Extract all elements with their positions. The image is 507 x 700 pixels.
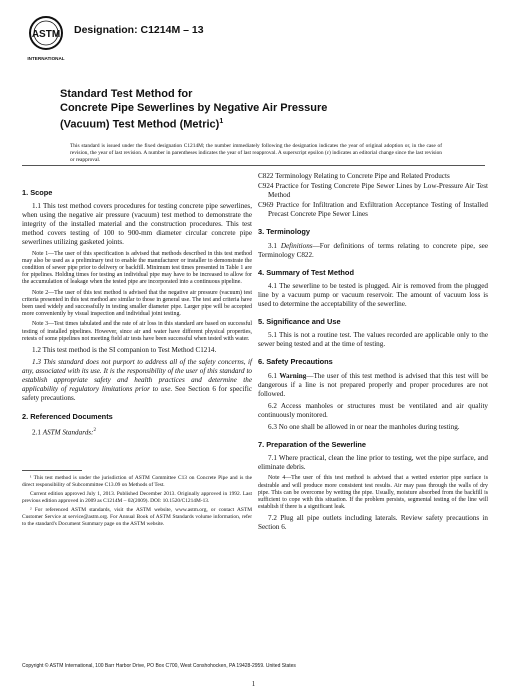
- paragraph-7-1: 7.1 Where practical, clean the line prior to testing, wet the pipe surface, and eliminate debris.: [258, 454, 488, 472]
- paragraph-1-2: 1.2 This test method is the SI companion to Test Method C1214.: [32, 346, 217, 354]
- paragraph-3-1: 3.1 Definitions—For definitions of terms relating to concrete pipe, see Terminology C822.: [258, 241, 489, 259]
- paragraph-4-1: 4.1 The sewerline to be tested is plugged. Air is removed from the plugged line by a vacuum pump or vacuum reservoir. The amount of vacuum loss is used to determine the acceptability of the sewerline.: [258, 281, 488, 309]
- note-3: Note 3—Test times tabulated and the rate of air loss in this standard are based on successful testing of installed pipelines. However, since air and water have different physical properties, retests of some pipelines not meeting field air tests have been successful when tested with water.: [22, 321, 252, 342]
- svg-text:ASTM: ASTM: [31, 29, 61, 40]
- section-heading-referenced-documents: 2. Referenced Documents: [22, 411, 113, 421]
- copyright-line: Copyright © ASTM International, 100 Barr Harbor Drive, PO Box C700, West Conshohocken, PA 19428-2959. United States: [22, 663, 296, 669]
- paragraph-2-1: 2.1 ASTM Standards:$^2$: [32, 427, 96, 437]
- title-line-3: (Vacuum) Test Method (Metric)$^1$: [60, 118, 224, 131]
- section-heading-significance: 5. Significance and Use: [258, 317, 341, 327]
- right-column: [258, 172, 488, 536]
- reference-c822: C822 Terminology Relating to Concrete Pipe and Related Products: [258, 172, 450, 180]
- note-1: Note 1—The user of this specification is advised that methods described in this test method may also be used as a preliminary test to enable the manufacturer or installer to demonstrate the condition of sewer pipe prior to delivery or backfill. Minimum test times presented in Table 1 are for pipelines. Holding times for testing an individual pipe may have to be increased to allow for the accumulation of leakage when the tested pipe are incorporated into a continuous pipeline.: [22, 250, 252, 286]
- paragraph-1-3: 1.3 This standard does not purport to address all of the safety concerns, if any, associated with its use. It is the responsibility of the user of this standard to establish appropriate safety and health practices and determine the applicability of regulatory limitations prior to use. See Section 6 for specific safety precautions.: [22, 358, 252, 403]
- note-2: Note 2—The user of this test method is advised that the negative air pressure (vacuum) test criteria presented in this test method are similar to those in general use. The test and criteria have been used widely and successfully in testing smaller diameter pipe. Larger pipe will be accepted more conveniently by visual inspection and individual joint testing.: [22, 289, 252, 318]
- document-title: [60, 88, 450, 132]
- paragraph-5-1: 5.1 This is not a routine test. The values recorded are applicable only to the sewer being tested and at the time of testing.: [258, 331, 488, 349]
- section-heading-terminology: 3. Terminology: [258, 227, 311, 237]
- footnotes: [22, 475, 252, 530]
- reference-c969: C969 Practice for Infiltration and Exfiltration Acceptance Testing of Installed Precast Concrete Pipe Sewer Lines: [258, 201, 488, 219]
- page-number: 1: [251, 680, 256, 688]
- section-heading-preparation: 7. Preparation of the Sewerline: [258, 440, 367, 450]
- title-line-1: Standard Test Method for: [60, 88, 193, 100]
- designation: Designation: C1214M – 13: [74, 24, 204, 36]
- footnote-rule: [22, 470, 82, 471]
- paragraph-6-3: 6.3 No one shall be allowed in or near the manholes during testing.: [268, 422, 460, 431]
- left-column: [22, 180, 252, 440]
- section-heading-safety: 6. Safety Precautions: [258, 357, 333, 367]
- reference-c924: C924 Practice for Testing Concrete Pipe Sewer Lines by Low-Pressure Air Test Method: [258, 182, 488, 200]
- header-rule: [22, 165, 485, 166]
- svg-text:INTERNATIONAL: INTERNATIONAL: [27, 56, 65, 61]
- title-footnote-mark: 1: [219, 118, 224, 125]
- astm-logo: [26, 14, 66, 64]
- note-4: Note 4—The user of this test method is advised that a wetted exterior pipe surface is desirable and will produce more consistent test results. Air may pass through the walls of dry pipe. This can be overcome by wetting the pipe. Usually, moisture absorbed from the backfill is sufficient to cope with this situation. If the problem persists, segmental testing of the line will establish if there is a significant leak.: [258, 475, 488, 511]
- title-line-2: Concrete Pipe Sewerlines by Negative Air Pressure: [60, 101, 328, 114]
- paragraph-7-2: 7.2 Plug all pipe outlets including laterals. Review safety precautions in Section 6.: [258, 514, 488, 532]
- preface-note: This standard is issued under the fixed designation C1214M; the number immediately following the designation indicates the year of original adoption or, in the case of revision, the year of last revision. A number in parentheses indicates the year of last reapproval. A superscript epsilon (ε) indicates an editorial change since the last revision or reapproval.: [70, 143, 442, 163]
- footnote-1: ¹ This test method is under the jurisdiction of ASTM Committee C13 on Concrete Pipe and is the direct responsibility of Subcommittee C13.09 on Methods of Test.: [22, 475, 252, 488]
- paragraph-6-2: 6.2 Access manholes or structures must be ventilated and air quality continuously monitored.: [258, 401, 488, 419]
- paragraph-6-1: 6.1 Warning—The user of this test method is advised that this test will be dangerous if a line is not prepared properly and proper procedures are not followed.: [258, 371, 488, 398]
- footnote-1-edition: Current edition approved July 1, 2013. Published December 2013. Originally approved in 1992. Last previous edition approved in 2009 as C1214M – 02(2009). DOI: 10.1520/C1214M-13.: [22, 491, 252, 504]
- footnote-2: ² For referenced ASTM standards, visit the ASTM website, www.astm.org, or contact ASTM Customer Service at service@astm.org. For Annual Book of ASTM Standards volume information, refer to the standard's Document Summary page on the ASTM website.: [22, 507, 252, 527]
- paragraph-1-1: 1.1 This test method covers procedures for testing concrete pipe sewerlines, when using the negative air pressure (vacuum) test method to demonstrate the integrity of the installed material and the construction procedures. This test method covers testing of 100 to 900-mm diameter circular concrete pipe sewerlines utilizing gasketed joints.: [22, 202, 252, 247]
- section-heading-summary: 4. Summary of Test Method: [258, 267, 354, 277]
- section-heading-scope: 1. Scope: [22, 188, 53, 197]
